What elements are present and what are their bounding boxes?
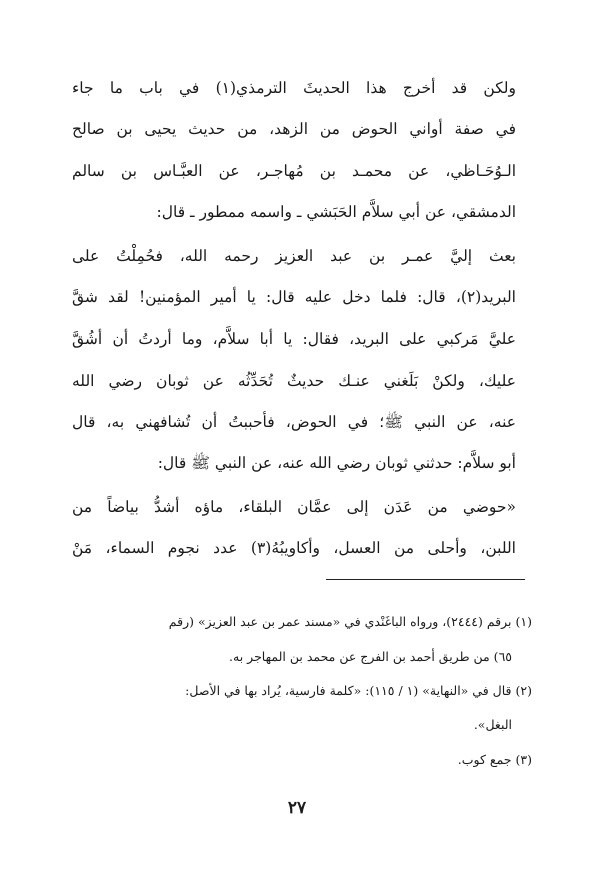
body-line: بعث إليَّ عمـر بن عبد العزيز رحمه الله، فحُمِلْتُ على bbox=[72, 247, 516, 265]
body-line: عليَّ مَركبي على البريد، فقال: يا أبا سلاَّم، وما أردتُ أن أشُقَّ bbox=[72, 330, 516, 348]
footnote-2: (٢) قال في «النهاية» (١ / ١١٥): «كلمة فارسية، يُراد بها في الأصل: bbox=[185, 683, 532, 698]
body-line: البريد(٢)، قال: فلما دخل عليه قال: يا أمير المؤمنين! لقد شقَّ bbox=[72, 288, 516, 306]
body-line: الـوُحَـاظي، عن محمـد بن مُهاجـر، عن العبَّـاس بن سالم bbox=[72, 162, 516, 180]
body-line: ولكن قد أخرج هذا الحديثَ الترمذي(١) في باب ما جاء bbox=[72, 79, 516, 97]
body-line: عنه، عن النبي ﷺ؛ في الحوض، فأحببتُ أن تُشافهني به، قال bbox=[72, 413, 516, 431]
page-number: ٢٧ bbox=[287, 798, 307, 818]
body-line: في صفة أواني الحوض من الزهد، من حديث يحيى بن صالح bbox=[72, 120, 516, 138]
body-line: اللبن، وأحلى من العسل، وأكاويبُهُ(٣) عدد نجوم السماء، مَنْ bbox=[72, 539, 516, 557]
footnote-2-continued: البغل». bbox=[473, 717, 512, 732]
body-line: أبو سلاَّم: حدثني ثوبان رضي الله عنه، عن النبي ﷺ قال: bbox=[157, 454, 516, 472]
footnote-1: (١) برقم (٢٤٤٤)، ورواه الباغَنْدي في «مسند عمر بن عبد العزيز» (رقم bbox=[168, 614, 532, 629]
footnote-1-continued: ٦٥) من طريق أحمد بن الفرج عن محمد بن المهاجر به. bbox=[229, 649, 512, 664]
body-line: الدمشقي، عن أبي سلاَّم الحَبَشي ـ واسمه ممطور ـ قال: bbox=[156, 203, 516, 221]
body-line: عليك، ولكنْ بَلَغني عنـك حديثٌ تُحَدِّثُه عن ثوبان رضي الله bbox=[72, 372, 516, 390]
footnote-3: (٣) جمع كوب. bbox=[457, 752, 532, 767]
body-line: «حوضي من عَدَن إلى عمَّان البلقاء، ماؤه أشدُّ بياضاً من bbox=[72, 498, 516, 516]
footnote-separator bbox=[326, 579, 525, 580]
